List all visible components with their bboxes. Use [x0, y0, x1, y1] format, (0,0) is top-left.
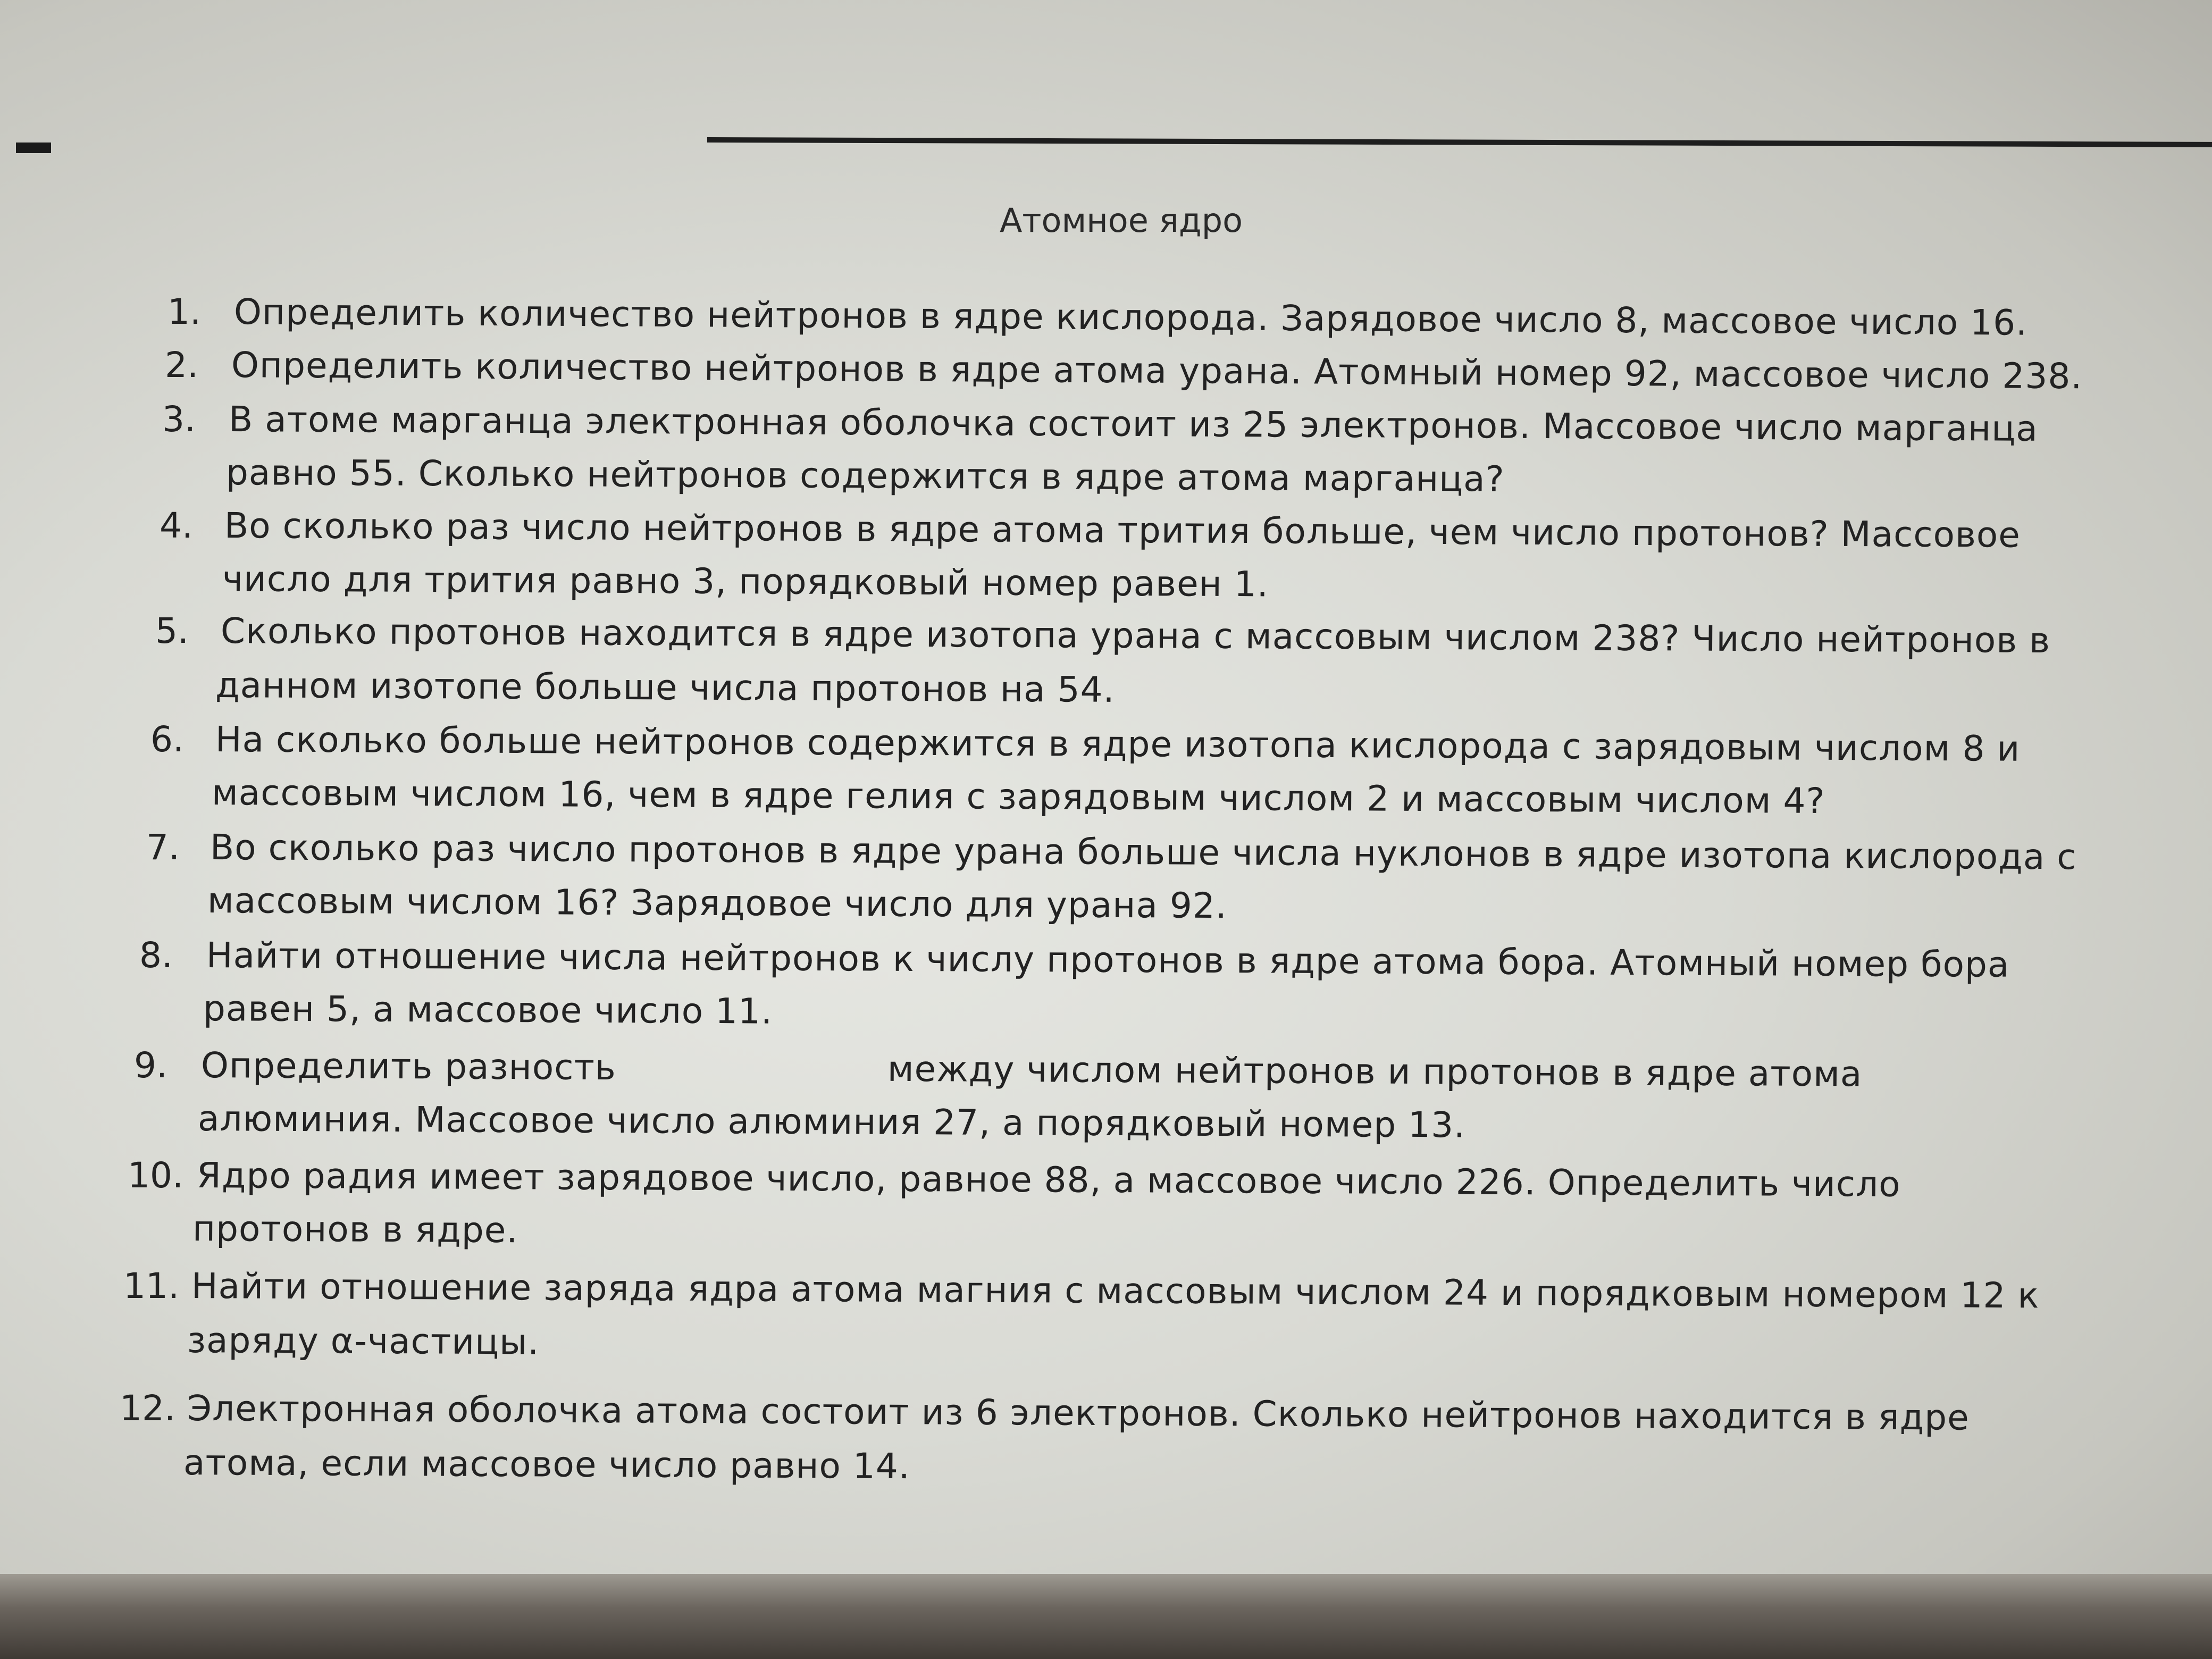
task-line: Во сколько раз число нейтронов в ядре атома трития больше, чем число протонов? Массовое — [224, 505, 2021, 556]
task-line-part: Определить разность — [200, 1045, 617, 1088]
task-line: массовым числом 16, чем в ядре гелия с зарядовым числом 2 и массовым числом 4? — [211, 772, 1825, 822]
task-line: данном изотопе больше числа протонов на 54. — [215, 665, 1115, 710]
task-number: 4. — [160, 505, 193, 546]
task-number: 3. — [162, 399, 196, 440]
task-line: равно 55. Сколько нейтронов содержится в ядре атома марганца? — [225, 452, 1505, 500]
task-number: 7. — [146, 827, 180, 868]
task-line: На сколько больше нейтронов содержится в ядре изотопа кислорода с зарядовым числом 8 и — [215, 719, 2021, 769]
task-number: 2. — [165, 345, 198, 386]
task-line: число для трития равно 3, порядковый номер равен 1. — [222, 558, 1269, 605]
task-number: 6. — [150, 719, 184, 760]
task-line: протонов в ядре. — [192, 1208, 518, 1251]
task-number: 8. — [139, 935, 173, 976]
task-line: равен 5, а массовое число 11. — [203, 988, 773, 1032]
task-line: Найти отношение числа нейтронов к числу протонов в ядре атома бора. Атомный номер бора — [206, 935, 2010, 985]
task-line: Во сколько раз число протонов в ядре урана больше числа нуклонов в ядре изотопа кислорода с — [210, 827, 2077, 878]
task-number: 12. — [120, 1388, 175, 1429]
task-number: 11. — [123, 1266, 179, 1306]
task-line: заряду α-частицы. — [187, 1320, 540, 1363]
task-line: атома, если массовое число равно 14. — [183, 1442, 911, 1487]
page-title: Атомное ядро — [1000, 201, 1243, 240]
task-line: алюминия. Массовое число алюминия 27, а порядковый номер 13. — [197, 1098, 1466, 1146]
task-line-part: между числом нейтронов и протонов в ядре атома — [887, 1048, 1863, 1095]
task-line: Определить количество нейтронов в ядре атома урана. Атомный номер 92, массовое число 238. — [231, 345, 2083, 397]
task-number: 1. — [167, 291, 201, 332]
task-line: Сколько протонов находится в ядре изотопа урана с массовым числом 238? Число нейтронов в — [220, 610, 2051, 661]
task-line: массовым числом 16? Зарядовое число для урана 92. — [207, 880, 1228, 927]
task-number: 9. — [134, 1045, 167, 1086]
task-number: 5. — [155, 610, 189, 651]
task-line: Ядро радия имеет зарядовое число, равное 88, а массовое число 226. Определить число — [196, 1155, 1901, 1205]
task-line: Найти отношение заряда ядра атома магния с массовым числом 24 и порядковым номером 12 к — [191, 1266, 2040, 1317]
task-line — [201, 1045, 1863, 1094]
task-line: Электронная оболочка атома состоит из 6 электронов. Сколько нейтронов находится в ядре — [187, 1388, 1970, 1438]
task-line: В атоме марганца электронная оболочка состоит из 25 электронов. Массовое число марганца — [228, 399, 2038, 449]
task-number: 10. — [128, 1155, 183, 1196]
task-line: Определить количество нейтронов в ядре кислорода. Зарядовое число 8, массовое число 16. — [233, 291, 2028, 343]
